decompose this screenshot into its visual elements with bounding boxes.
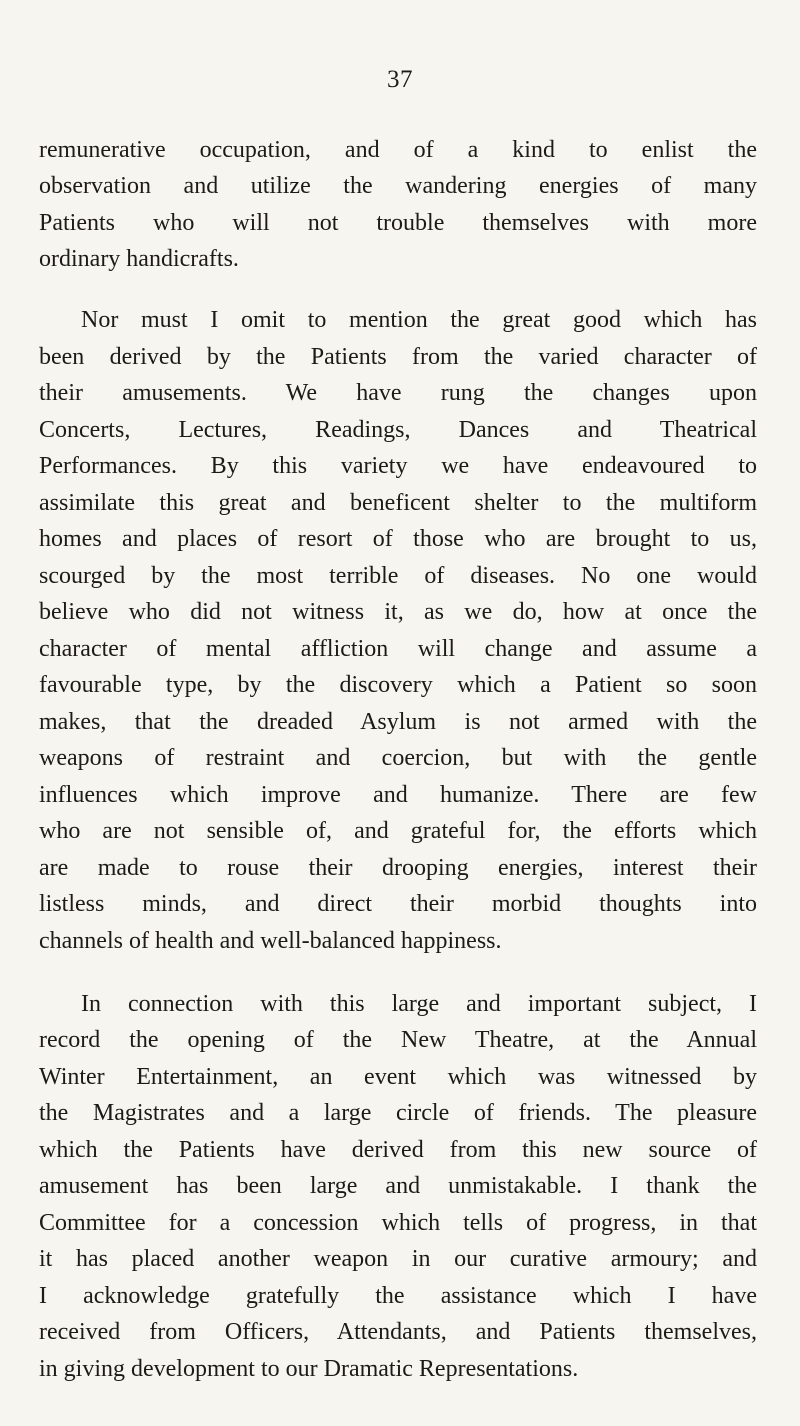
paragraph-2-line-16: are made to rouse their drooping energies, interest their	[39, 855, 757, 881]
paragraph-2-line-9: believe who did not witness it, as we do, how at once the	[39, 599, 757, 625]
paragraph-2-line-14: influences which improve and humanize. There are few	[39, 782, 757, 808]
paragraph-3-line-8: it has placed another weapon in our curative armoury; and	[39, 1246, 757, 1272]
paragraph-2-line-15: who are not sensible of, and grateful for, the efforts which	[39, 818, 757, 844]
paragraph-3-line-7: Committee for a concession which tells of progress, in that	[39, 1210, 757, 1236]
paragraph-3-line-10: received from Officers, Attendants, and Patients themselves,	[39, 1319, 757, 1345]
paragraph-2-line-3: their amusements. We have rung the changes upon	[39, 380, 757, 406]
page-number: 37	[387, 66, 413, 93]
paragraph-2-line-11: favourable type, by the discovery which a Patient so soon	[39, 672, 757, 698]
paragraph-2-line-17: listless minds, and direct their morbid thoughts into	[39, 891, 757, 917]
paragraph-3-line-11: in giving development to our Dramatic Representations.	[39, 1356, 579, 1382]
paragraph-3-line-6: amusement has been large and unmistakable. I thank the	[39, 1173, 757, 1199]
paragraph-2-line-6: assimilate this great and beneficent shelter to the multiform	[39, 490, 757, 516]
paragraph-2-line-8: scourged by the most terrible of diseases. No one would	[39, 563, 757, 589]
paragraph-1-line-2: observation and utilize the wandering energies of many	[39, 173, 757, 199]
paragraph-1-line-4: ordinary handicrafts.	[39, 246, 239, 272]
paragraph-2-line-12: makes, that the dreaded Asylum is not armed with the	[39, 709, 757, 735]
paragraph-2-line-4: Concerts, Lectures, Readings, Dances and Theatrical	[39, 417, 757, 443]
paragraph-2-line-10: character of mental affliction will change and assume a	[39, 636, 757, 662]
paragraph-3-line-2: record the opening of the New Theatre, at the Annual	[39, 1027, 757, 1053]
paragraph-3-line-5: which the Patients have derived from this new source of	[39, 1137, 757, 1163]
paragraph-2-line-2: been derived by the Patients from the varied character of	[39, 344, 757, 370]
paragraph-3-line-3: Winter Entertainment, an event which was witnessed by	[39, 1064, 757, 1090]
paragraph-2-line-5: Performances. By this variety we have endeavoured to	[39, 453, 757, 479]
paragraph-2-line-7: homes and places of resort of those who are brought to us,	[39, 526, 757, 552]
paragraph-3-line-9: I acknowledge gratefully the assistance which I have	[39, 1283, 757, 1309]
paragraph-2-line-13: weapons of restraint and coercion, but with the gentle	[39, 745, 757, 771]
paragraph-3-line-1: In connection with this large and important subject, I	[81, 991, 757, 1017]
paragraph-1-line-1: remunerative occupation, and of a kind to enlist the	[39, 137, 757, 163]
paragraph-2-line-1: Nor must I omit to mention the great good which has	[81, 307, 757, 333]
paragraph-2-line-18: channels of health and well-balanced happiness.	[39, 928, 502, 954]
paragraph-1-line-3: Patients who will not trouble themselves with more	[39, 210, 757, 236]
paragraph-3-line-4: the Magistrates and a large circle of friends. The pleasure	[39, 1100, 757, 1126]
